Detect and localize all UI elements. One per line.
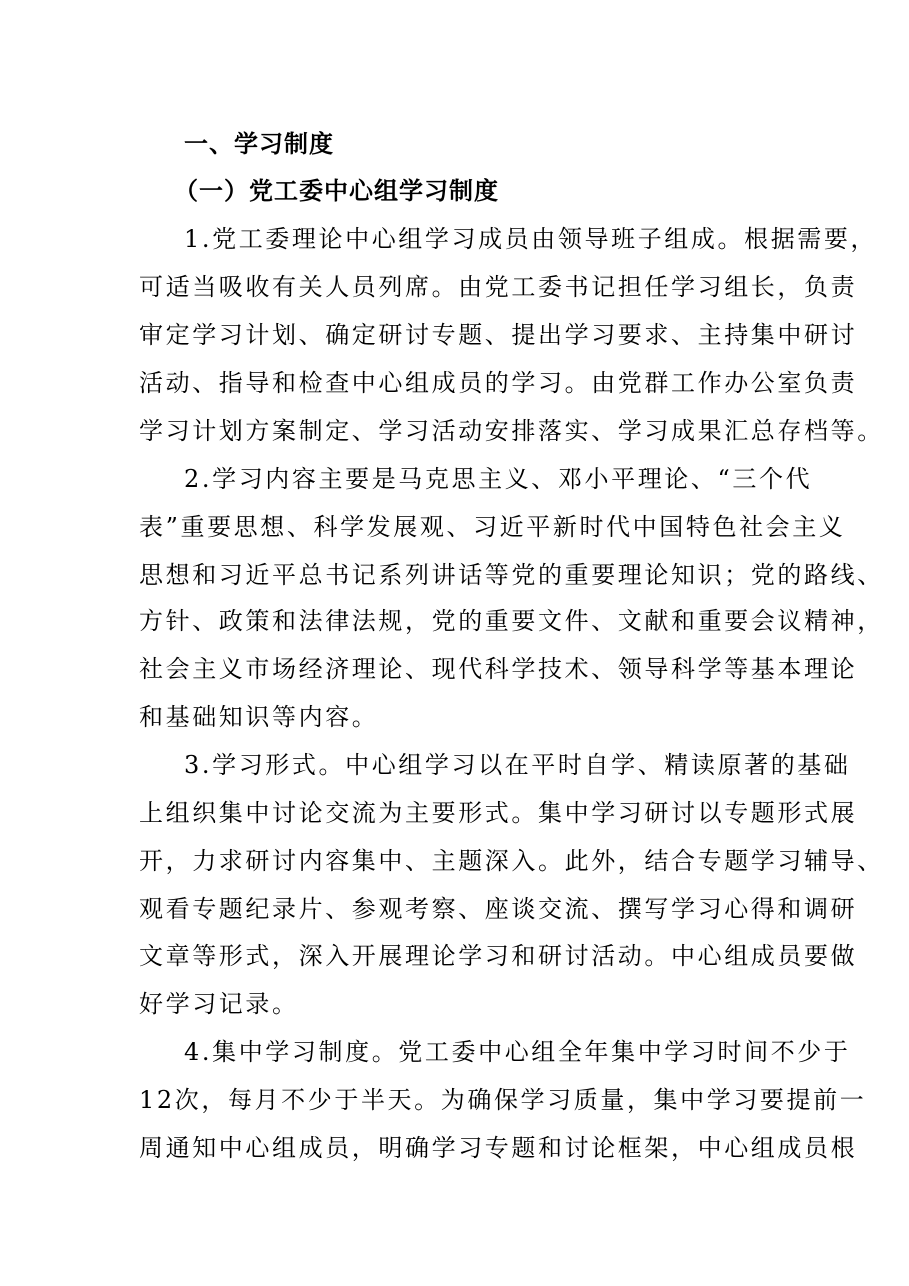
section-heading: 一、学习制度 bbox=[184, 130, 334, 158]
paragraph-line: 文章等形式，深入开展理论学习和研讨活动。中心组成员要做 bbox=[139, 942, 858, 970]
paragraph-line: 周通知中心组成员，明确学习专题和讨论框架，中心组成员根 bbox=[139, 1134, 858, 1162]
paragraph-line: 审定学习计划、确定研讨专题、提出学习要求、主持集中研讨 bbox=[139, 321, 858, 349]
paragraph-line: 1.党工委理论中心组学习成员由领导班子组成。根据需要， bbox=[184, 225, 878, 253]
paragraph-line: 好学习记录。 bbox=[139, 990, 299, 1018]
paragraph-line: 思想和习近平总书记系列讲话等党的重要理论知识；党的路线、 bbox=[139, 561, 884, 589]
paragraph-line: 和基础知识等内容。 bbox=[139, 703, 379, 731]
paragraph-line: 学习计划方案制定、学习活动安排落实、学习成果汇总存档等。 bbox=[139, 417, 884, 445]
paragraph-line: 3.学习形式。中心组学习以在平时自学、精读原著的基础 bbox=[184, 751, 851, 779]
paragraph-line: 活动、指导和检查中心组成员的学习。由党群工作办公室负责 bbox=[139, 369, 858, 397]
paragraph-line: 可适当吸收有关人员列席。由党工委书记担任学习组长，负责 bbox=[139, 273, 858, 301]
paragraph-line: 观看专题纪录片、参观考察、座谈交流、撰写学习心得和调研 bbox=[139, 895, 858, 923]
paragraph-line: 上组织集中讨论交流为主要形式。集中学习研讨以专题形式展 bbox=[139, 799, 858, 827]
paragraph-line: 2.学习内容主要是马克思主义、邓小平理论、“三个代 bbox=[184, 465, 813, 493]
paragraph-line: 4.集中学习制度。党工委中心组全年集中学习时间不少于 bbox=[184, 1038, 851, 1066]
paragraph-line: 表”重要思想、科学发展观、习近平新时代中国特色社会主义 bbox=[139, 513, 846, 541]
paragraph-line: 社会主义市场经济理论、现代科学技术、领导科学等基本理论 bbox=[139, 655, 858, 683]
paragraph-line: 12次，每月不少于半天。为确保学习质量，集中学习要提前一 bbox=[139, 1086, 867, 1114]
subsection-heading: （一）党工委中心组学习制度 bbox=[174, 177, 499, 205]
paragraph-line: 开，力求研讨内容集中、主题深入。此外，结合专题学习辅导、 bbox=[139, 847, 884, 875]
paragraph-line: 方针、政策和法律法规，党的重要文件、文献和重要会议精神， bbox=[139, 607, 884, 635]
